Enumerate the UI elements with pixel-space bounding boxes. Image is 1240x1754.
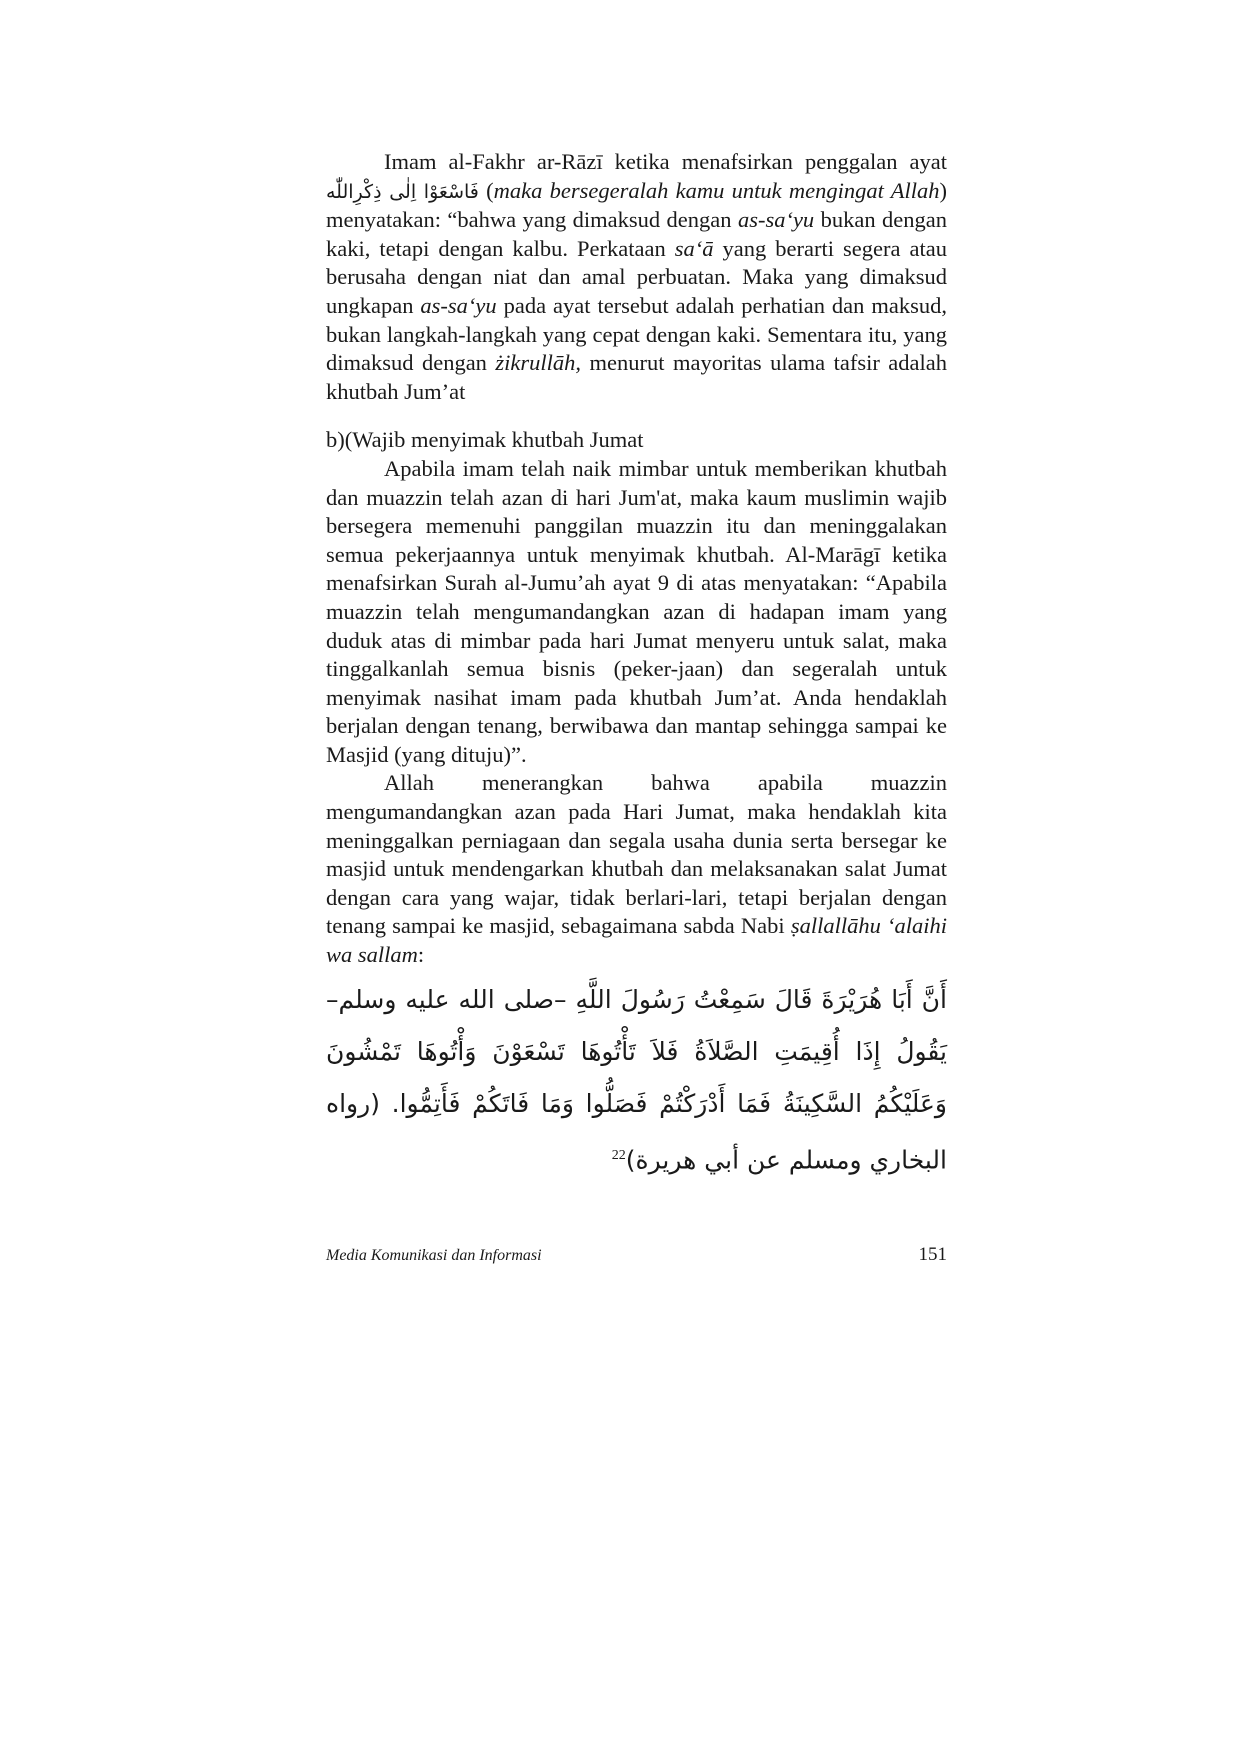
italic-term: żikrullāh, bbox=[495, 350, 582, 376]
text-segment: yang berarti segera atau berusaha dengan niat dan amal perbuatan. Maka yang dimaksud ungkapan bbox=[326, 235, 947, 318]
italic-translation: maka bersegeralah kamu untuk mengingat Allah bbox=[493, 177, 940, 203]
text-segment: Imam al-Fakhr ar-Rāzī ketika menafsirkan penggalan ayat bbox=[384, 149, 947, 174]
italic-honorific: ṣallallāhu ‘alaihi wa sallam bbox=[326, 913, 947, 968]
page-number: 151 bbox=[918, 1244, 947, 1265]
text-segment: ) menyatakan: “bahwa yang dimaksud dengan bbox=[326, 177, 947, 233]
page-body bbox=[326, 148, 947, 1186]
page-footer bbox=[326, 1244, 947, 1266]
arabic-verse-fragment: فَاسْعَوْا اِلٰى ذِكْرِاللّٰه bbox=[326, 180, 479, 203]
italic-term: as-sa‘yu bbox=[420, 292, 497, 318]
paragraph-al-razi bbox=[326, 148, 947, 406]
paragraph-allah-menerangkan bbox=[326, 769, 947, 969]
text-segment: Allah menerangkan bahwa apabila muazzin mengumandangkan azan pada Hari Jumat, maka hendaklah kita meninggalkan perniagaan dan segala usaha dunia serta bersegar ke masjid untuk mendengarkan khutbah dan melaksanakan salat Jumat dengan cara yang wajar, tidak berlari-lari, tetapi berjalan dengan tenang sampai ke masjid, sebagaimana sabda Nabi bbox=[326, 770, 947, 939]
text-segment: pada ayat tersebut adalah perhatian dan maksud, bukan langkah-langkah yang cepat dengan kaki. Sementara itu, yang dimaksud dengan bbox=[326, 292, 947, 376]
paragraph-spacer bbox=[326, 406, 947, 426]
hadith-text: أَنَّ أَبَا هُرَيْرَةَ قَالَ سَمِعْتُ رَسُولَ اللَّهِ –صلى الله عليه وسلم– يَقُولُ إِذَا أُقِيمَتِ الصَّلاَةُ فَلاَ تَأْتُوهَا تَسْعَوْنَ وَأْتُوهَا تَمْشُونَ وَعَلَيْكُمُ السَّكِينَةُ فَمَا أَدْرَكْتُمْ فَصَلُّوا وَمَا فَاتَكُمْ فَأَتِمُّوا. (رواه البخاري ومسلم عن أبي هريرة) bbox=[326, 984, 947, 1174]
text-segment: bukan dengan kaki, tetapi dengan kalbu. Perkataan bbox=[326, 207, 947, 261]
section-heading-b: b)(Wajib menyimak khutbah Jumat bbox=[326, 427, 644, 453]
hadith-arabic-quote bbox=[326, 974, 947, 1186]
text-segment: menurut mayoritas ulama tafsir adalah khutbah Jum’at bbox=[326, 350, 948, 404]
italic-term: sa‘ā bbox=[674, 235, 714, 261]
footnote-reference[interactable]: 22 bbox=[611, 1147, 626, 1163]
italic-term: as-sa‘yu bbox=[737, 207, 815, 233]
text-segment: : bbox=[417, 942, 425, 968]
text-segment: ( bbox=[478, 177, 494, 203]
paragraph-al-maragi: Apabila imam telah naik mimbar untuk memberikan khutbah dan muazzin telah azan di hari Jum'at, maka kaum muslimin wajib bersegera memenuhi panggilan muazzin itu dan meninggalakan semua pekerjaannya untuk menyimak khutbah. Al-Marāgī ketika menafsirkan Surah al-Jumu’ah ayat 9 di atas menyatakan: “Apabila muazzin telah mengumandangkan azan di hadapan imam yang duduk atas di mimbar pada hari Jumat menyeru untuk salat, maka tinggalkanlah semua bisnis (peker-jaan) dan segeralah untuk menyimak nasihat imam pada khutbah Jum’at. Anda hendaklah berjalan dengan tenang, berwibawa dan mantap sehingga sampai ke Masjid (yang dituju)”. bbox=[326, 455, 947, 767]
journal-name: Media Komunikasi dan Informasi bbox=[326, 1247, 542, 1264]
